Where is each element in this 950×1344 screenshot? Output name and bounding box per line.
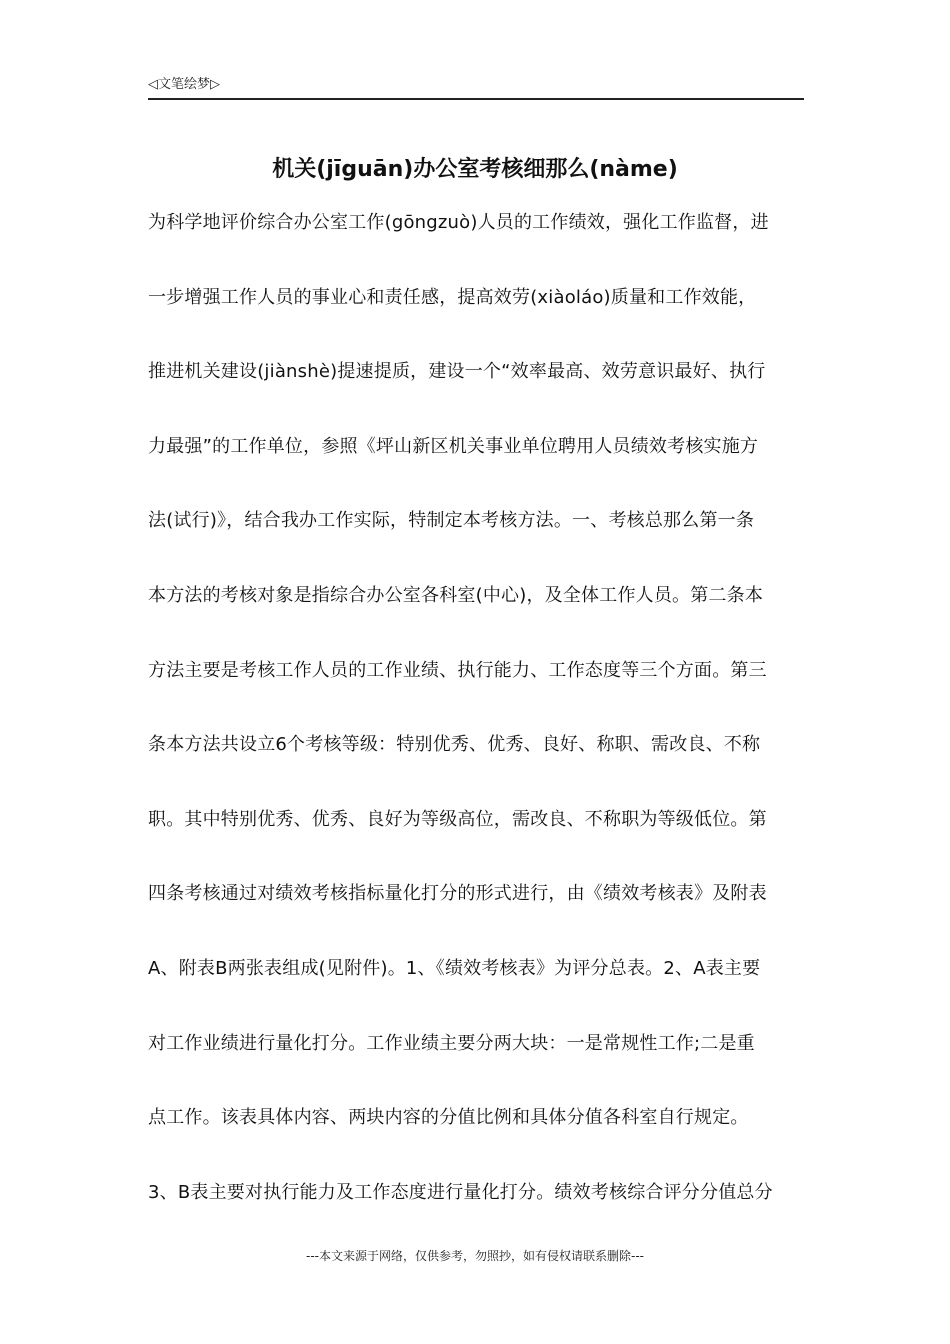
body-line: 本方法的考核对象是指综合办公室各科室(中心)，及全体工作人员。第二条本 [148,584,764,606]
document-body [148,205,804,1249]
body-line: 方法主要是考核工作人员的工作业绩、执行能力、工作态度等三个方面。第三 [148,659,767,681]
body-line: 职。其中特别优秀、优秀、良好为等级高位，需改良、不称职为等级低位。第 [148,808,767,830]
body-line: 条本方法共设立6个考核等级：特别优秀、优秀、良好、称职、需改良、不称 [148,734,761,756]
body-line: 为科学地评价综合办公室工作(gōngzuò)人员的工作绩效，强化工作监督，进 [148,212,769,233]
body-line: 3、B表主要对执行能力及工作态度进行量化打分。绩效考核综合评分分值总分 [148,1181,773,1203]
header-text: ◁文笔绘梦▷ [148,77,220,92]
body-line: 四条考核通过对绩效考核指标量化打分的形式进行，由《绩效考核表》及附表 [148,883,767,905]
body-line: 法(试行)》，结合我办工作实际，特制定本考核方法。一、考核总那么第一条 [148,510,755,532]
body-line: A、附表B两张表组成(见附件)。1、《绩效考核表》为评分总表。2、A表主要 [148,957,761,979]
page-header [148,76,804,100]
body-line: 点工作。该表具体内容、两块内容的分值比例和具体分值各科室自行规定。 [148,1107,749,1129]
body-line: 力最强”的工作单位，参照《坪山新区机关事业单位聘用人员绩效考核实施方 [148,435,759,457]
body-line: 一步增强工作人员的事业心和责任感，提高效劳(xiàoláo)质量和工作效能， [148,286,757,308]
body-line: 推进机关建设(jiànshè)提速提质，建设一个“效率最高、效劳意识最好、执行 [148,361,766,383]
document-title: 机关(jīguān)办公室考核细那么(nàme) [272,157,678,182]
page-footer: ---本文来源于网络，仅供参考，勿照抄，如有侵权请联系删除--- [306,1249,644,1263]
body-line: 对工作业绩进行量化打分。工作业绩主要分两大块：一是常规性工作;二是重 [148,1032,755,1054]
